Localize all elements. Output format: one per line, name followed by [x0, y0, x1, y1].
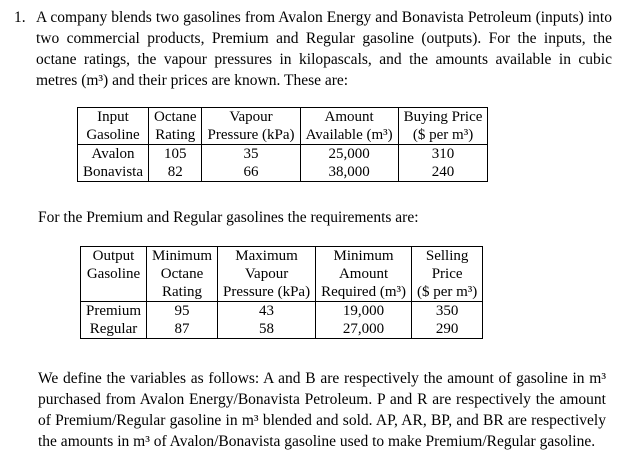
table-cell: 105 [149, 145, 202, 164]
table-cell: 27,000 [316, 320, 412, 339]
header-cell: Minimum [147, 247, 218, 266]
table-cell: 95 [147, 302, 218, 321]
intro-text: A company blends two gasolines from Avalon Energy and Bonavista Petroleum (inputs) into two commercial products, Premium and Regular gasoline (outputs). For the inputs, the octane ratings, the vapour pressures in kilopascals, and the amounts available in cubic metres (m³) and their prices are known. These are: [36, 9, 612, 89]
header-cell: Minimum [316, 247, 412, 266]
table-cell: 25,000 [300, 145, 398, 164]
problem-number: 1. [14, 9, 26, 26]
table-cell: 38,000 [300, 163, 398, 182]
header-cell: Rating [149, 126, 202, 145]
requirements-text: For the Premium and Regular gasolines the requirements are: [38, 209, 419, 226]
table-cell: 35 [202, 145, 300, 164]
table-row [78, 163, 488, 182]
input-gasoline-table [77, 107, 488, 182]
table-cell: Avalon [78, 145, 149, 164]
table-cell: Bonavista [78, 163, 149, 182]
problem-intro [14, 7, 612, 91]
header-cell: Price [411, 265, 482, 283]
header-cell: ($ per m³) [411, 283, 482, 302]
table-cell: 310 [398, 145, 488, 164]
table-cell: 350 [411, 302, 482, 321]
table-cell: 43 [218, 302, 316, 321]
header-cell: Rating [147, 283, 218, 302]
table-cell: 58 [218, 320, 316, 339]
table-row [81, 320, 483, 339]
header-cell: ($ per m³) [398, 126, 488, 145]
header-cell: Gasoline [78, 126, 149, 145]
table-cell: 240 [398, 163, 488, 182]
table-cell: 66 [202, 163, 300, 182]
header-cell: Pressure (kPa) [218, 283, 316, 302]
table-row [78, 145, 488, 164]
header-cell: Amount [300, 108, 398, 127]
header-cell: Output [81, 247, 147, 266]
header-cell: Available (m³) [300, 126, 398, 145]
variables-definition: We define the variables as follows: A and B are respectively the amount of gasoline in m³ purchased from Avalon Energy/Bonavista Petroleum. P and R are respectively the amount of Premium/Regular gasoline in m³ blended and sold. AP, AR, BP, and BR are respectively the amounts in m³ of Avalon/Bonavista gasoline used to make Premium/Regular gasoline. [38, 370, 606, 450]
header-cell: Octane [147, 265, 218, 283]
table-cell: 87 [147, 320, 218, 339]
header-cell: Selling [411, 247, 482, 266]
header-cell: Vapour [218, 265, 316, 283]
table-cell: 19,000 [316, 302, 412, 321]
header-cell: Amount [316, 265, 412, 283]
header-cell: Input [78, 108, 149, 127]
header-cell: Octane [149, 108, 202, 127]
table-cell: Premium [81, 302, 147, 321]
header-cell: Buying Price [398, 108, 488, 127]
header-cell: Required (m³) [316, 283, 412, 302]
table-cell: Regular [81, 320, 147, 339]
table-row [81, 302, 483, 321]
table-cell: 290 [411, 320, 482, 339]
header-cell: Gasoline [81, 265, 147, 283]
header-cell: Maximum [218, 247, 316, 266]
header-cell [81, 283, 147, 302]
header-cell: Vapour [202, 108, 300, 127]
table-cell: 82 [149, 163, 202, 182]
output-gasoline-table [80, 246, 483, 339]
header-cell: Pressure (kPa) [202, 126, 300, 145]
